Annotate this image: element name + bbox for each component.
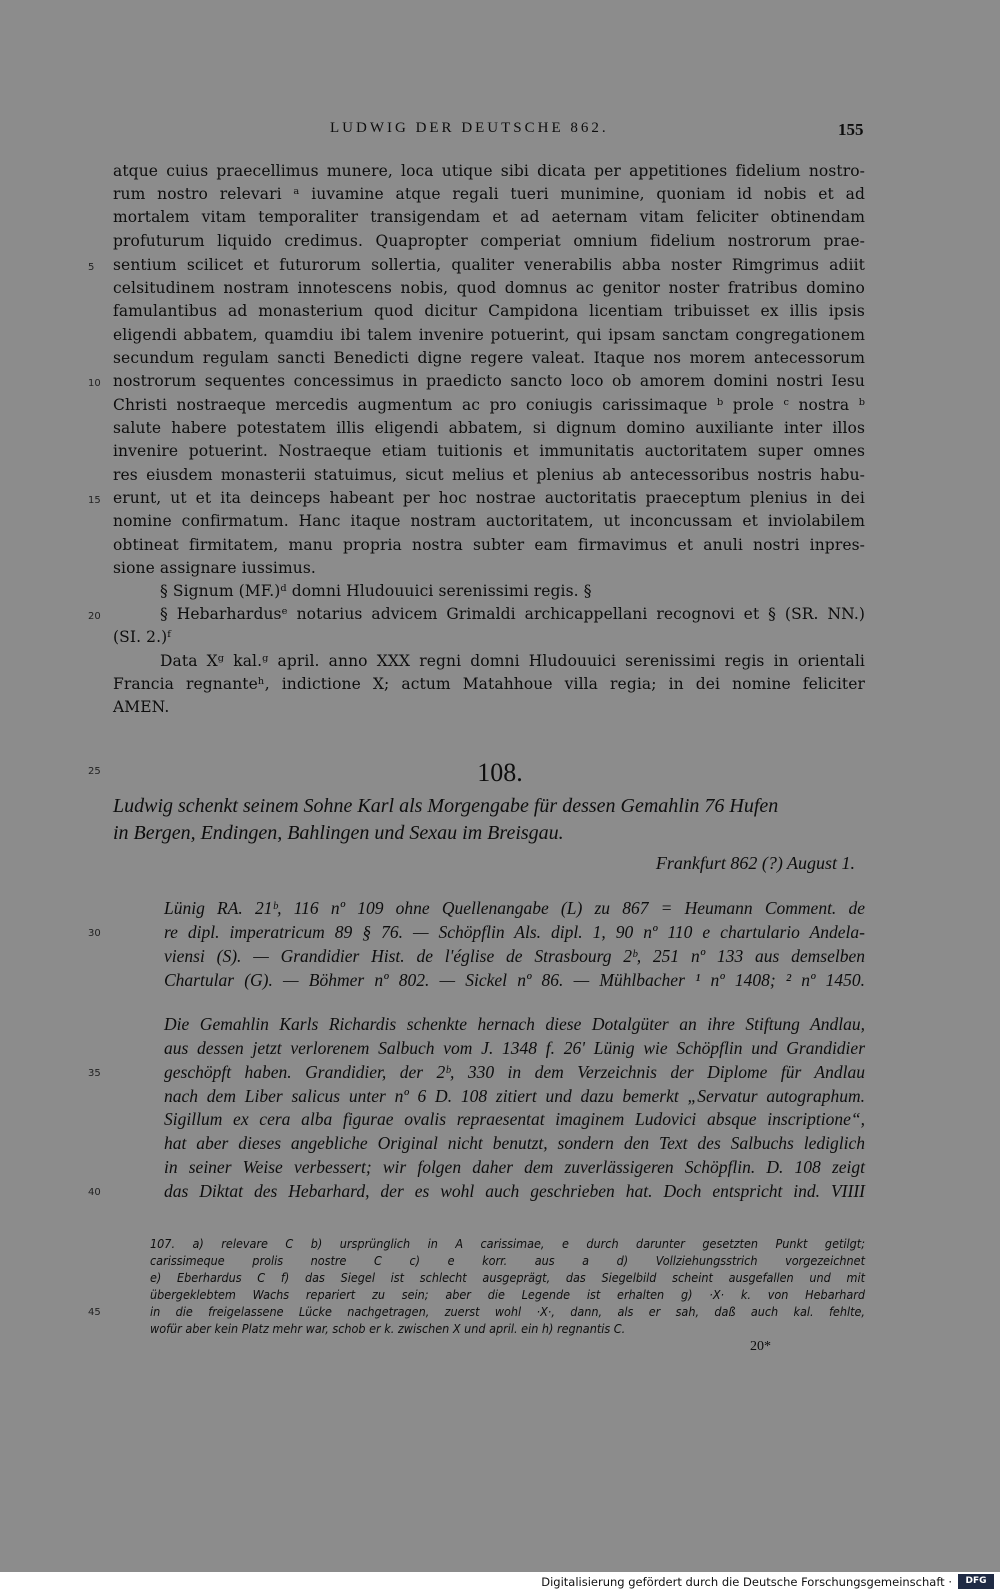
body-line: profuturum liquido credimus. Quapropter comperiat omnium fidelium nostrorum prae- bbox=[113, 232, 865, 250]
commentary-line: Die Gemahlin Karls Richardis schenkte hernach diese Dotalgüter an ihre Stiftung Andlau, bbox=[164, 1014, 865, 1034]
commentary-line: hat aber dieses angebliche Original nicht benutzt, sondern den Text des Salbuchs lediglich bbox=[164, 1133, 865, 1153]
commentary-line: das Diktat des Hebarhard, der es wohl auch geschrieben hat. Doch entspricht ind. VIIII bbox=[164, 1181, 865, 1201]
bibliography-line: Lünig RA. 21ᵇ, 116 nº 109 ohne Quellenangabe (L) zu 867 = Heumann Comment. de bbox=[164, 898, 865, 918]
line-number: 30 bbox=[88, 928, 101, 939]
footnote-line: in die freigelassene Lücke nachgetragen, zuerst wohl ·X·, dann, als er sah, daß auch kal. fehlte, bbox=[150, 1304, 865, 1319]
funding-note: Digitalisierung gefördert durch die Deutsche Forschungsgemeinschaft · bbox=[541, 1575, 952, 1589]
data-line: AMEN. bbox=[113, 698, 170, 716]
running-title: LUDWIG DER DEUTSCHE 862. bbox=[330, 120, 609, 136]
line-number: 35 bbox=[88, 1068, 101, 1079]
dateline: Frankfurt 862 (?) August 1. bbox=[655, 853, 855, 873]
body-line: Christi nostraeque mercedis augmentum ac pro coniugis carissimaque ᵇ prole ᶜ nostra ᵇ bbox=[113, 396, 865, 414]
line-number: 45 bbox=[88, 1307, 101, 1318]
footnote-line: e) Eberhardus C f) das Siegel ist schlecht ausgeprägt, das Siegelbild scheint ausgefallen und mit bbox=[150, 1270, 865, 1285]
line-number: 25 bbox=[88, 766, 101, 777]
line-number: 15 bbox=[88, 495, 101, 506]
signature-mark: 20* bbox=[750, 1339, 771, 1354]
body-line: res eiusdem monasterii statuimus, sicut melius et plenius ab antecessoribus nostris habu- bbox=[113, 466, 865, 484]
body-line: atque cuius praecellimus munere, loca utique sibi dicata per appetitiones fidelium nostro- bbox=[113, 162, 865, 180]
footer-bar bbox=[0, 1572, 1000, 1593]
line-number: 5 bbox=[88, 262, 95, 273]
bibliography-line: viensi (S). — Grandidier Hist. de l'église de Strasbourg 2ᵇ, 251 nº 133 aus demselben bbox=[164, 946, 865, 966]
signum-line: § Signum (MF.)ᵈ domni Hludouuici serenissimi regis. § bbox=[160, 582, 592, 600]
commentary-line: in seiner Weise verbessert; wir folgen daher dem zuverlässigeren Schöpflin. D. 108 zeigt bbox=[164, 1157, 865, 1177]
seal-line: (SI. 2.)ᶠ bbox=[113, 628, 171, 646]
dfg-logo[interactable]: DFG bbox=[958, 1574, 994, 1589]
recognition-line: § Hebarhardusᵉ notarius advicem Grimaldi archicappellani recognovi et § (SR. NN.) bbox=[160, 605, 865, 623]
body-line: erunt, ut et ita deinceps habeant per hoc nostrae auctoritatis praeceptum plenius in dei bbox=[113, 489, 865, 507]
page-number: 155 bbox=[838, 120, 864, 139]
summary-line: in Bergen, Endingen, Bahlingen und Sexau im Breisgau. bbox=[113, 822, 564, 844]
commentary-line: aus dessen jetzt verlorenem Salbuch vom J. 1348 f. 26' Lünig wie Schöpflin und Grandidier bbox=[164, 1038, 865, 1058]
body-line: secundum regulam sancti Benedicti digne regere valeat. Itaque nos morem antecessorum bbox=[113, 349, 865, 367]
footnote-line: carissimeque prolis nostre C c) e korr. aus a d) Vollziehungsstrich vorgezeichnet bbox=[150, 1253, 865, 1268]
document-number: 108. bbox=[477, 758, 523, 787]
body-line: invenire potuerint. Nostraeque etiam tuitionis et immunitatis auctoritatem super omnes bbox=[113, 442, 865, 460]
summary-line: Ludwig schenkt seinem Sohne Karl als Morgengabe für dessen Gemahlin 76 Hufen bbox=[113, 795, 779, 817]
footnote-line: übergeklebtem Wachs repariert zu sein; aber die Legende ist erhalten g) ·X· k. von Hebarhard bbox=[150, 1287, 865, 1302]
body-line: mortalem vitam temporaliter transigendam et ad aeternam vitam feliciter obtinendam bbox=[113, 208, 865, 226]
body-line: celsitudinem nostram innotescens nobis, quod domnus ac genitor noster fratribus domino bbox=[113, 279, 865, 297]
footnote-line: wofür aber kein Platz mehr war, schob er k. zwischen X und april. ein h) regnantis C. bbox=[150, 1321, 626, 1336]
body-line: rum nostro relevari ᵃ iuvamine atque regali tueri munimine, quoniam id nobis et ad bbox=[113, 185, 865, 203]
body-line: famulantibus ad monasterium quod dicitur Campidona licentiam tribuisset ex illis ipsis bbox=[113, 302, 865, 320]
body-line: salute habere potestatem illis eligendi abbatem, si dignum domino auxiliante inter illos bbox=[113, 419, 865, 437]
data-line: Francia regnanteʰ, indictione X; actum Matahhoue villa regia; in dei nomine feliciter bbox=[113, 675, 865, 693]
bibliography-line: Chartular (G). — Böhmer nº 802. — Sickel nº 86. — Mühlbacher ¹ nº 1408; ² nº 1450. bbox=[164, 970, 865, 990]
line-number: 10 bbox=[88, 378, 101, 389]
body-line: sione assignare iussimus. bbox=[113, 559, 316, 577]
line-number: 20 bbox=[88, 611, 101, 622]
body-line: obtineat firmitatem, manu propria nostra subter eam firmavimus et anuli nostri inpres- bbox=[113, 536, 865, 554]
data-line: Data Xᵍ kal.ᵍ april. anno XXX regni domni Hludouuici serenissimi regis in orientali bbox=[160, 652, 865, 670]
commentary-line: Sigillum ex cera alba figurae ovalis repraesentat imaginem Ludovici absque inscriptione“, bbox=[164, 1109, 865, 1129]
body-line: eligendi abbatem, quamdiu ibi talem invenire potuerint, qui ipsam sanctam congregationem bbox=[113, 326, 865, 344]
commentary-line: geschöpft haben. Grandidier, der 2ᵇ, 330 in dem Verzeichnis der Diplome für Andlau bbox=[164, 1062, 865, 1082]
bibliography-line: re dipl. imperatricum 89 § 76. — Schöpflin Als. dipl. 1, 90 nº 110 e chartulario Andela- bbox=[164, 922, 865, 942]
body-line: nomine confirmatum. Hanc itaque nostram auctoritatem, ut inconcussam et inviolabilem bbox=[113, 512, 865, 530]
footnote-line: 107. a) relevare C b) ursprünglich in A carissimae, e durch darunter gesetzten Punkt getilgt; bbox=[150, 1236, 865, 1251]
commentary-line: nach dem Liber salicus unter nº 6 D. 108 zitiert und dazu bemerkt „Servatur autographum. bbox=[164, 1086, 865, 1106]
body-line: nostrorum sequentes concessimus in praedicto sancto loco ob amorem domini nostri Iesu bbox=[113, 372, 865, 390]
line-number: 40 bbox=[88, 1187, 101, 1198]
body-line: sentium scilicet et futurorum sollertia, qualiter venerabilis abba noster Rimgrimus adiit bbox=[113, 256, 865, 274]
